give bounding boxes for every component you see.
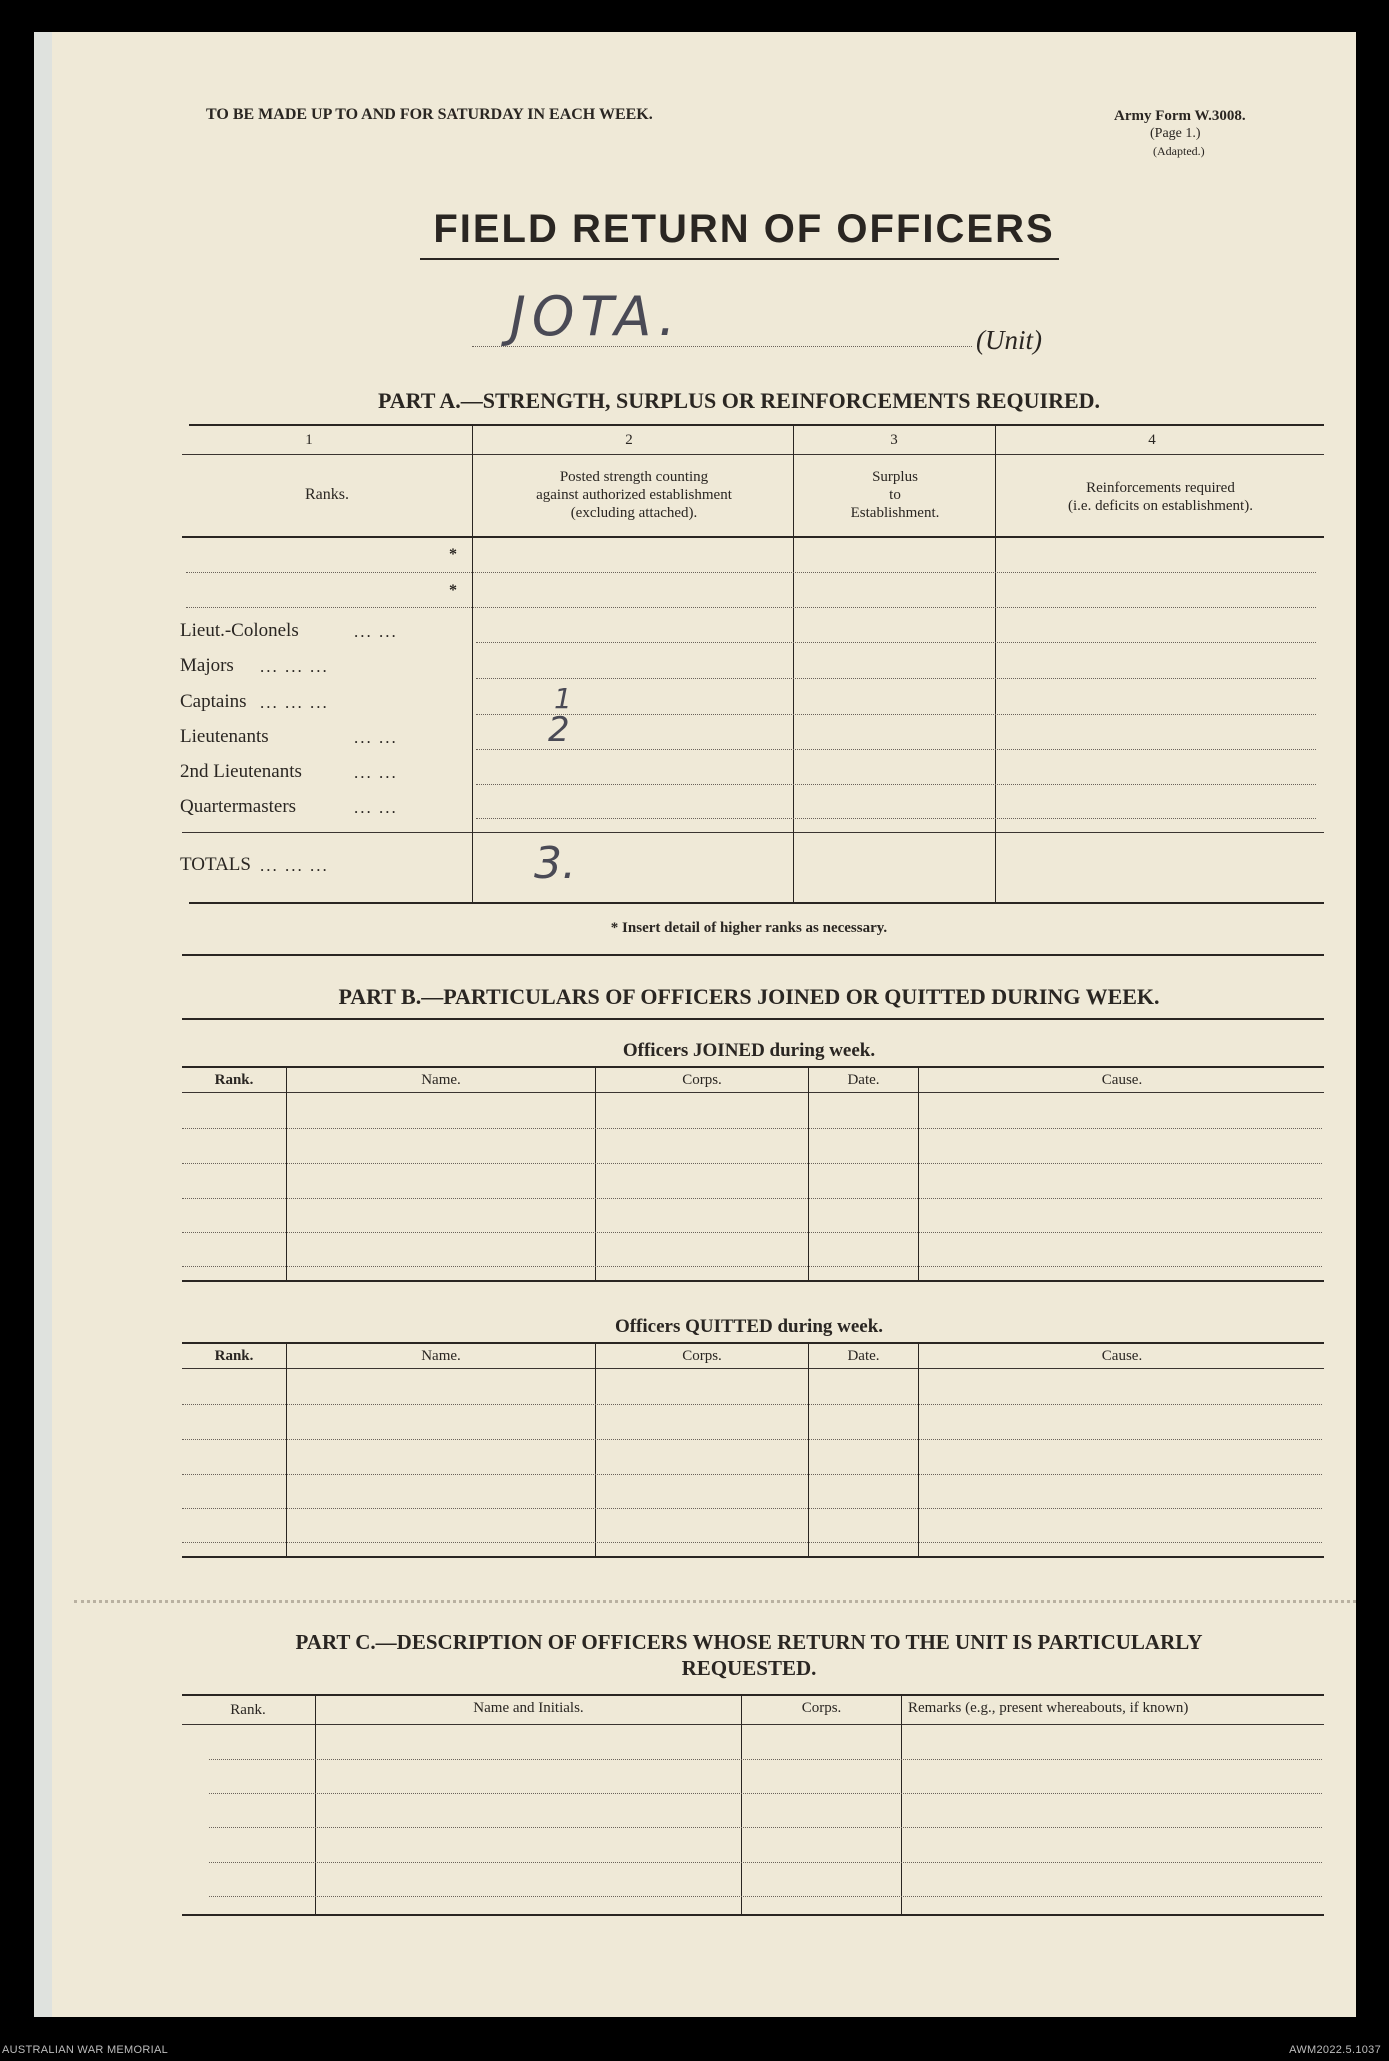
col-header-reinforcements: Reinforcements required (i.e. deficits on establishment).: [1068, 480, 1253, 514]
part-c-col-name: Name and Initials.: [473, 1700, 584, 1716]
col-header-surplus: Surplus to Establishment.: [850, 469, 940, 521]
posted-lieutenants: 2: [548, 710, 570, 750]
joined-col-corps: Corps.: [682, 1072, 722, 1088]
totals-value: 3.: [534, 838, 576, 889]
quitted-col-name: Name.: [421, 1348, 461, 1364]
title-underline: [420, 258, 1059, 260]
col-number-1: 1: [305, 432, 313, 448]
form-adapted: (Adapted.): [1153, 144, 1205, 158]
joined-heading: Officers JOINED during week.: [622, 1040, 876, 1061]
joined-col-name: Name.: [421, 1072, 461, 1088]
quitted-col-rank: Rank.: [214, 1348, 254, 1364]
joined-col-date: Date.: [847, 1072, 880, 1088]
asterisk-2: *: [449, 582, 457, 599]
col-number-2: 2: [625, 432, 633, 448]
rank-captains: Captains: [180, 691, 247, 712]
quitted-col-cause: Cause.: [1101, 1348, 1143, 1364]
perforation-line: [74, 1600, 1356, 1603]
posted-captains: 1: [554, 682, 572, 715]
form-page: (Page 1.): [1150, 126, 1201, 141]
instruction-text: TO BE MADE UP TO AND FOR SATURDAY IN EACH WEEK.: [206, 106, 653, 123]
col-header-posted: Posted strength counting against authorized establishment (excluding attached).: [536, 469, 732, 521]
rank-majors: Majors: [180, 655, 234, 676]
rank-lieut-colonels: Lieut.-Colonels: [180, 620, 299, 641]
form-number: Army Form W.3008.: [1114, 108, 1246, 124]
quitted-heading: Officers QUITTED during week.: [614, 1316, 884, 1337]
part-a-footnote: * Insert detail of higher ranks as necessary.: [610, 920, 888, 936]
footer-right: AWM2022.5.1037: [1289, 2044, 1381, 2056]
page-title: FIELD RETURN OF OFFICERS: [433, 207, 1055, 251]
footer-left: AUSTRALIAN WAR MEMORIAL: [2, 2044, 169, 2056]
part-c-col-corps: Corps.: [801, 1700, 842, 1716]
quitted-col-date: Date.: [847, 1348, 880, 1364]
unit-line: [472, 346, 972, 347]
part-b-heading: PART B.—PARTICULARS OF OFFICERS JOINED OR QUITTED DURING WEEK.: [338, 984, 1160, 1009]
unit-label: (Unit): [976, 325, 1042, 355]
part-c-col-rank: Rank.: [230, 1702, 266, 1718]
unit-handwritten: JOTA.: [510, 285, 682, 348]
part-a-heading: PART A.—STRENGTH, SURPLUS OR REINFORCEMENTS REQUIRED.: [377, 388, 1101, 413]
col-number-3: 3: [890, 432, 898, 448]
paper-left-edge: [34, 32, 52, 2017]
totals-label: TOTALS: [180, 854, 251, 875]
rank-2nd-lieutenants: 2nd Lieutenants: [180, 761, 302, 782]
rank-lieutenants: Lieutenants: [180, 726, 269, 747]
quitted-col-corps: Corps.: [682, 1348, 722, 1364]
joined-col-cause: Cause.: [1101, 1072, 1143, 1088]
col-number-4: 4: [1148, 432, 1156, 448]
form-paper: TO BE MADE UP TO AND FOR SATURDAY IN EACH WEEK. Army Form W.3008. (Page 1.) (Adapted.) FIELD RETURN OF OFFICERS JOTA. (Unit) PART A.—STRENGTH, SURPLUS OR REINFORCEMENTS REQUIRED. 1 2 3 4 Ranks. Posted strength counting against authorized establishment (excluding attached). Surplus to Establishment. Reinforcements required (i.e. deficits on establishment). * * Lieut.-Colonels ... ... Majors ... ... ... Captains ... ... ... 1 Lieutenants ... ... 2 2nd Lieutenants ... ... Quartermasters ... ... TOTALS ... ... ... 3. * Insert detail of higher ranks as necessary. PART B.—PARTICULARS OF OFFICERS JOINED OR QUITTED DURING WEEK. Officers JOINED during week. Rank. Name. Corps. Date. Cause. Officers QUITTED during week. Rank. Name. Corps. Date. Cause. PART C.—DESCRIPTION OF OFFICERS WHOSE RETURN TO THE UNIT IS PARTICULARLY REQUESTED. Rank. Name and Initials. Corps. Remarks (e.g., present whereabouts, if known): [34, 32, 1356, 2017]
asterisk-1: *: [449, 546, 457, 563]
part-c-heading: PART C.—DESCRIPTION OF OFFICERS WHOSE RETURN TO THE UNIT IS PARTICULARLY REQUESTED.: [295, 1630, 1203, 1680]
joined-col-rank: Rank.: [214, 1072, 254, 1088]
part-c-col-remarks: Remarks (e.g., present whereabouts, if known): [908, 1700, 1189, 1716]
rank-quartermasters: Quartermasters: [180, 796, 297, 817]
col-header-ranks: Ranks.: [305, 486, 349, 503]
